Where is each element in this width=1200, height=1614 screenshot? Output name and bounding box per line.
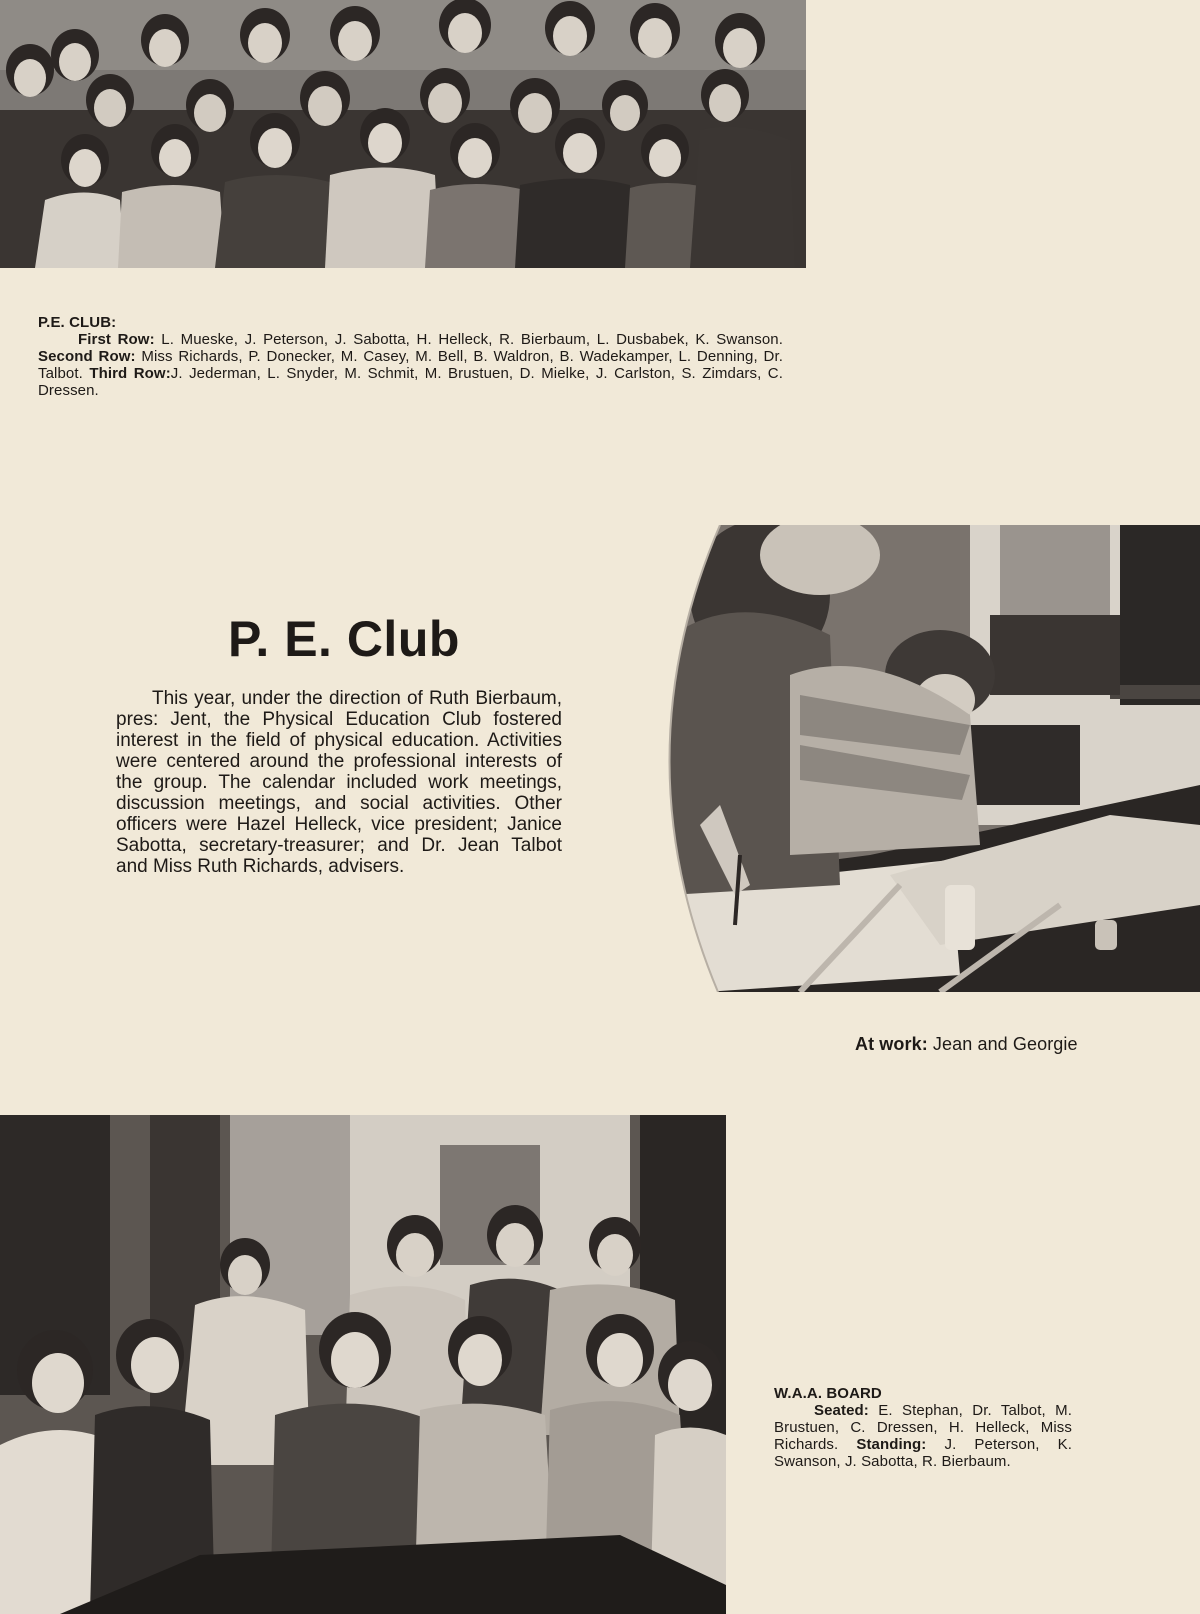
standing-label: Standing:	[856, 1436, 927, 1453]
third-row-names: J. Jederman, L. Snyder, M. Schmit, M. Brustuen, D. Mielke, J. Carlston, S. Zimdars, C. Dressen.	[38, 365, 783, 399]
first-row-label: First Row:	[78, 331, 155, 348]
waa-board-caption	[774, 1385, 1072, 1470]
pe-club-photo-caption	[38, 314, 783, 399]
waa-board-photo	[0, 1115, 726, 1614]
at-work-label: At work:	[855, 1034, 928, 1054]
article-title: P. E. Club	[228, 611, 460, 667]
at-work-caption	[855, 1034, 1078, 1054]
article-body	[116, 688, 562, 877]
at-work-text: Jean and Georgie	[932, 1034, 1078, 1054]
third-row-label: Third Row:	[89, 365, 171, 382]
pe-club-caption-heading: P.E. CLUB:	[38, 314, 117, 331]
at-work-photo	[640, 525, 1200, 992]
second-row-label: Second Row:	[38, 348, 136, 365]
first-row-names: L. Mueske, J. Peterson, J. Sabotta, H. Helleck, R. Bierbaum, L. Dusbabek, K. Swanson.	[161, 331, 783, 348]
article-body-text: This year, under the direction of Ruth Bierbaum, pres: Jent, the Physical Education Club fostered interest in the field of physical education. Activities were centered around the professional interests of the group. The calendar included work meetings, discussion meetings, and social activities. Other officers were Hazel Helleck, vice president; Janice Sabotta, secretary-treasurer; and Dr. Jean Talbot and Miss Ruth Richards, advisers.	[116, 688, 562, 877]
seated-label: Seated:	[814, 1402, 869, 1419]
standing-names: J. Peterson, K. Swanson, J. Sabotta, R. Bierbaum.	[774, 1436, 1072, 1470]
seated-names: E. Stephan, Dr. Talbot, M. Brustuen, C. Dressen, H. Helleck, Miss Richards.	[774, 1402, 1072, 1453]
second-row-names: Miss Richards, P. Donecker, M. Casey, M. Bell, B. Waldron, B. Wadekamper, L. Denning, Dr. Talbot.	[38, 348, 783, 382]
pe-club-group-photo	[0, 0, 806, 268]
waa-caption-heading: W.A.A. BOARD	[774, 1385, 882, 1402]
